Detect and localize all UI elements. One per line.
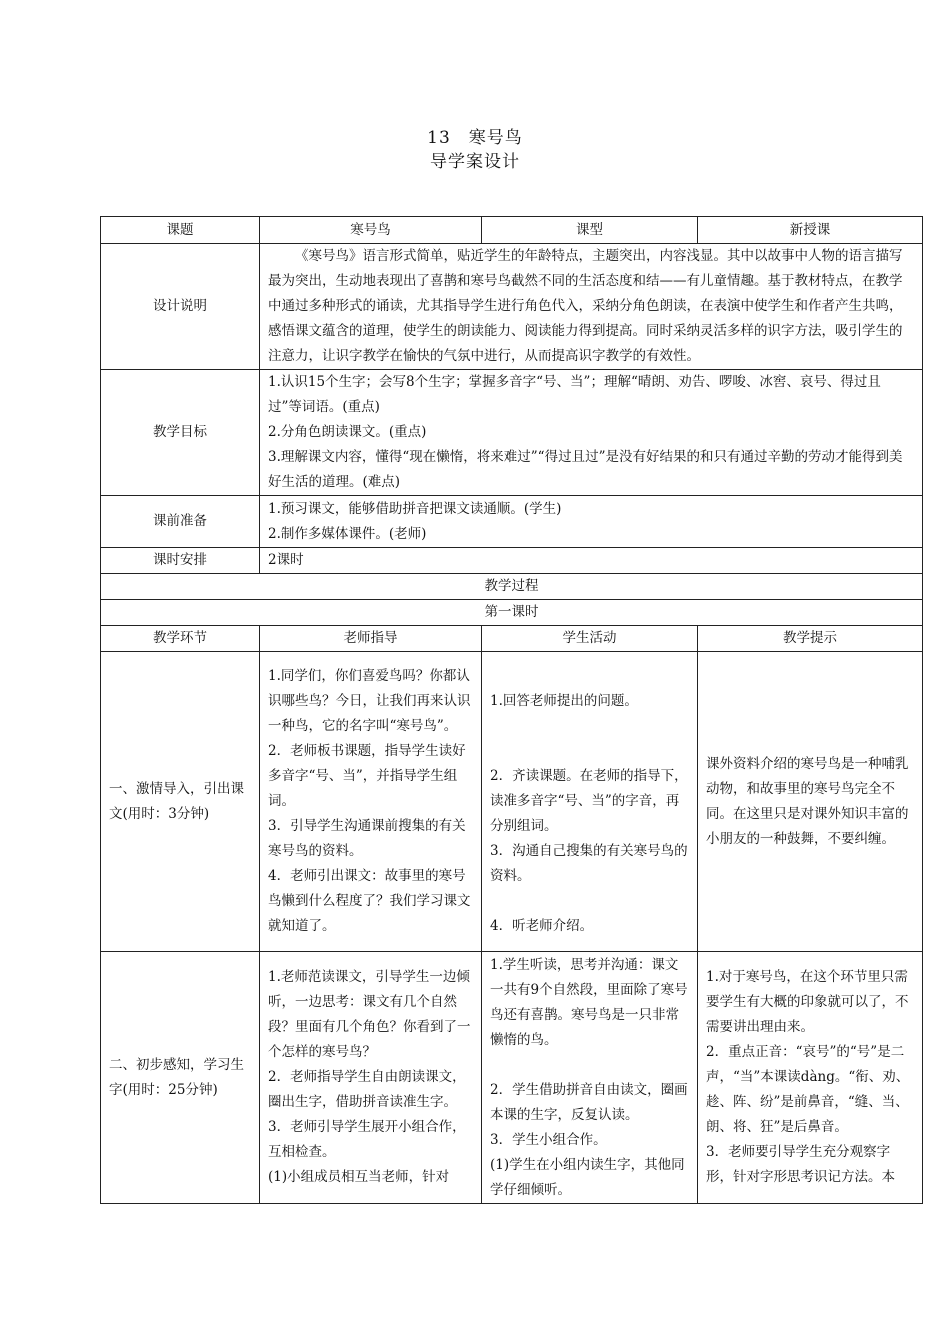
header-row bbox=[101, 217, 923, 244]
type-label: 课型 bbox=[482, 217, 698, 244]
teacher-step: (1)小组成员相互当老师，针对 bbox=[268, 1169, 450, 1185]
student-step: 3．学生小组合作。 bbox=[490, 1131, 607, 1148]
prep-label: 课前准备 bbox=[101, 496, 260, 548]
title-block bbox=[0, 126, 950, 174]
document-subtitle: 导学案设计 bbox=[430, 152, 520, 172]
student-step: (1)学生在小组内读生字，其他同学仔细倾听。 bbox=[490, 1156, 685, 1198]
prep-row bbox=[101, 496, 923, 548]
topic-value: 寒号鸟 bbox=[260, 217, 482, 244]
student-step: 1.回答老师提出的问题。 bbox=[490, 693, 638, 709]
teacher-step: 4．老师引出课文：故事里的寒号鸟懒到什么程度了？我们学习课文就知道了。 bbox=[268, 868, 471, 934]
tip-item: 1.对于寒号鸟，在这个环节里只需要学生有大概的印象就可以了，不需要讲出理由来。 bbox=[706, 969, 909, 1035]
column-header-row bbox=[101, 626, 923, 652]
section1-row bbox=[101, 652, 923, 952]
spacer bbox=[490, 714, 689, 764]
prep-item: 1.预习课文，能够借助拼音把课文读通顺。(学生) bbox=[268, 500, 562, 517]
section2-teacher bbox=[260, 952, 482, 1204]
schedule-row bbox=[101, 548, 923, 574]
type-value: 新授课 bbox=[698, 217, 923, 244]
teacher-step: 1.同学们，你们喜爱鸟吗？你都认识哪些鸟？今日，让我们再来认识一种鸟，它的名字叫“寒号鸟”。 bbox=[268, 668, 471, 734]
tip-item: 3．老师要引导学生充分观察字形，针对字形思考识记方法。本 bbox=[706, 1144, 895, 1185]
student-step: 2．齐读课题。在老师的指导下，读准多音字“号、当”的字音，再分别组词。 bbox=[490, 768, 688, 834]
teacher-step: 2．老师板书课题，指导学生读好多音字“号、当”，并指导学生组词。 bbox=[268, 743, 466, 809]
topic-label: 课题 bbox=[101, 217, 260, 244]
teacher-step: 2．老师指导学生自由朗读课文，圈出生字，借助拼音读准生字。 bbox=[268, 1069, 466, 1110]
teacher-step: 1.老师范读课文，引导学生一边倾听，一边思考：课文有几个自然段？里面有几个角色？你看到了一个怎样的寒号鸟？ bbox=[268, 969, 471, 1060]
section1-tips: 课外资料介绍的寒号鸟是一种哺乳动物，和故事里的寒号鸟完全不同。在这里只是对课外知识丰富的小朋友的一种鼓舞，不要纠缠。 bbox=[698, 652, 923, 952]
teacher-step: 3．老师引导学生展开小组合作，互相检查。 bbox=[268, 1119, 466, 1160]
spacer bbox=[490, 889, 689, 914]
prep-list bbox=[260, 496, 923, 548]
column-stage: 教学环节 bbox=[101, 626, 260, 652]
goals-list bbox=[260, 370, 923, 496]
tip-item: 2．重点正音：“哀号”的“号”是二声，“当”本课读dàng。“衔、劝、趁、阵、纷”是前鼻音，“缝、当、朗、将、狂”是后鼻音。 bbox=[706, 1044, 910, 1135]
design-row bbox=[101, 244, 923, 370]
design-label: 设计说明 bbox=[101, 244, 260, 370]
teacher-step: 3．引导学生沟通课前搜集的有关寒号鸟的资料。 bbox=[268, 818, 466, 859]
section1-student bbox=[482, 652, 698, 952]
goal-item: 2.分角色朗读课文。(重点) bbox=[268, 424, 427, 440]
student-step: 1.学生听读，思考并沟通：课文一共有9个自然段，里面除了寒号鸟还有喜鹊。寒号鸟是一只非常懒惰的鸟。 bbox=[490, 956, 688, 1048]
column-student: 学生活动 bbox=[482, 626, 698, 652]
prep-item: 2.制作多媒体课件。(老师) bbox=[268, 525, 427, 542]
column-tips: 教学提示 bbox=[698, 626, 923, 652]
student-step: 2．学生借助拼音自由读文，圈画本课的生字，反复认读。 bbox=[490, 1081, 688, 1123]
lesson-title: 13 寒号鸟 bbox=[427, 128, 523, 148]
section2-tips bbox=[698, 952, 923, 1204]
section2-row bbox=[101, 952, 923, 1204]
goal-item: 3.理解课文内容，懂得“现在懒惰，将来难过”“得过且过”是没有好结果的和只有通过辛勤的劳动才能得到美好生活的道理。(难点) bbox=[268, 449, 903, 490]
section1-stage: 一、激情导入，引出课文(用时：3分钟) bbox=[101, 652, 260, 952]
student-step: 3．沟通自己搜集的有关寒号鸟的资料。 bbox=[490, 843, 688, 884]
goals-row bbox=[101, 370, 923, 496]
process-title: 教学过程 bbox=[101, 574, 923, 600]
column-teacher: 老师指导 bbox=[260, 626, 482, 652]
section1-teacher bbox=[260, 652, 482, 952]
schedule-label: 课时安排 bbox=[101, 548, 260, 574]
goal-item: 1.认识15个生字；会写8个生字；掌握多音字“号、当”；理解“晴朗、劝告、啰唆、冰窖、哀号、得过且过”等词语。(重点) bbox=[268, 374, 881, 415]
spacer bbox=[490, 664, 689, 689]
lesson-period-title: 第一课时 bbox=[101, 600, 923, 626]
schedule-value: 2课时 bbox=[260, 548, 923, 574]
student-step: 4．听老师介绍。 bbox=[490, 918, 594, 934]
section2-student bbox=[482, 952, 698, 1204]
goals-label: 教学目标 bbox=[101, 370, 260, 496]
spacer bbox=[490, 1053, 689, 1078]
process-title-row bbox=[101, 574, 923, 600]
lesson-title-row bbox=[101, 600, 923, 626]
section2-stage: 二、初步感知，学习生字(用时：25分钟) bbox=[101, 952, 260, 1204]
design-text: 《寒号鸟》语言形式简单，贴近学生的年龄特点，主题突出，内容浅显。其中以故事中人物的语言描写最为突出，生动地表现出了喜鹊和寒号鸟截然不同的生活态度和结——有儿童情趣。基于教材特点，在教学中通过多种形式的诵读，尤其指导学生进行角色代入，采纳分角色朗读，在表演中使学生和作者产生共鸣，感悟课文蕴含的道理，使学生的朗读能力、阅读能力得到提高。同时采纳灵活多样的识字方法，吸引学生的注意力，让识字教学在愉快的气氛中进行，从而提高识字教学的有效性。 bbox=[260, 244, 923, 370]
lesson-plan-table bbox=[100, 216, 923, 1204]
